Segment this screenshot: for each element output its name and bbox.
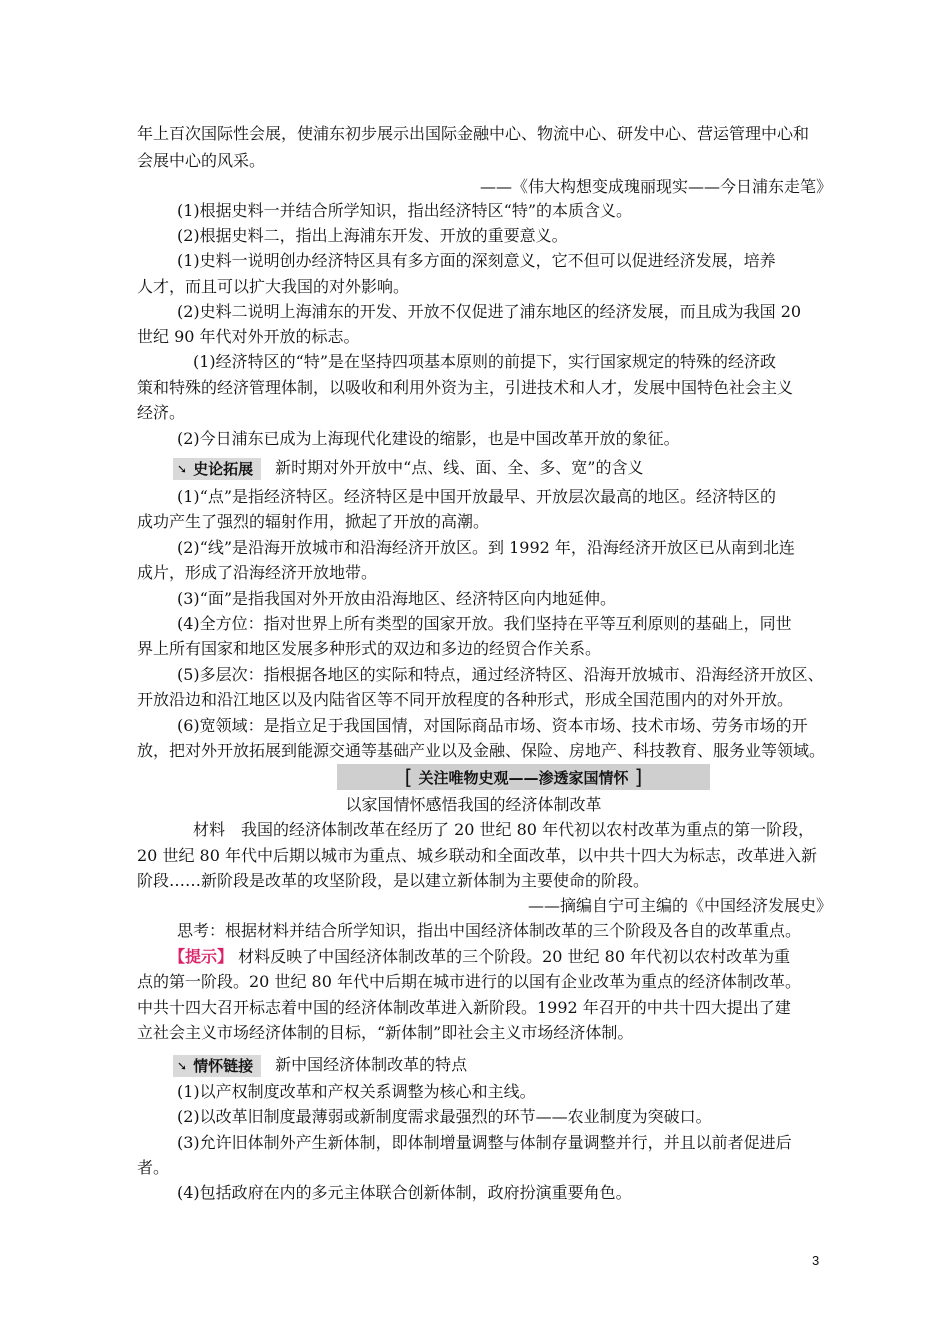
text-line: (6)宽领域：是指立足于我国国情，对国际商品市场、资本市场、技术市场、劳务市场的开: [177, 716, 808, 735]
arrow-icon: ➘: [177, 1059, 188, 1073]
answer-line: (1)史料一说明创办经济特区具有多方面的深刻意义，它不但可以促进经济发展，培养: [177, 251, 776, 270]
text-line: 会展中心的风采。: [137, 151, 266, 170]
banner-title: 关注唯物史观——渗透家国情怀: [418, 768, 629, 787]
source-citation: ——《伟大构想变成瑰丽现实——今日浦东走笔》: [479, 177, 832, 196]
hint-line: 立社会主义市场经济体制的目标，“新体制”即社会主义市场经济体制。: [137, 1023, 634, 1042]
text-line: (2)“线”是沿海开放城市和沿海经济开放区。到 1992 年，沿海经济开放区已从南到北连: [177, 538, 795, 557]
question-2: (2)根据史料二，指出上海浦东开发、开放的重要意义。: [177, 226, 568, 245]
hint-line: [169, 946, 790, 968]
hint-line: 中共十四大召开标志着中国的经济体制改革进入新阶段。1992 年召开的中共十四大提出了建: [137, 998, 791, 1017]
hint-text: 材料反映了中国经济体制改革的三个阶段。20 世纪 80 年代初以农村改革为重: [238, 947, 791, 966]
arrow-icon: ➘: [177, 462, 188, 476]
text-line: (1)以产权制度改革和产权关系调整为核心和主线。: [177, 1082, 536, 1101]
answer-line: 世纪 90 年代对外开放的标志。: [137, 327, 360, 346]
hint-line: 点的第一阶段。20 世纪 80 年代中后期在城市进行的以国有企业改革为重点的经济体制改革。: [137, 972, 801, 991]
material-line: 阶段……新阶段是改革的攻坚阶段，是以建立新体制为主要使命的阶段。: [137, 871, 650, 890]
banner-bracket: ]: [634, 765, 643, 789]
section-banner: [337, 764, 710, 790]
think-question: 思考：根据材料并结合所学知识，指出中国经济体制改革的三个阶段及各自的改革重点。: [177, 921, 802, 940]
answer-line: 策和特殊的经济管理体制，以吸收和利用外资为主，引进技术和人才，发展中国特色社会主义: [137, 378, 794, 397]
section-tag-label: 情怀链接: [193, 1057, 254, 1075]
text-line: 者。: [137, 1158, 170, 1177]
text-line: (5)多层次：指根据各地区的实际和特点，通过经济特区、沿海开放城市、沿海经济开放区、: [177, 665, 824, 684]
page-number: 3: [812, 1253, 820, 1268]
text-line: 开放沿边和沿江地区以及内陆省区等不同开放程度的各种形式，形成全国范围内的对外开放。: [137, 690, 794, 709]
material-title: 以家国情怀感悟我国的经济体制改革: [345, 795, 602, 814]
answer-line: 经济。: [137, 403, 186, 422]
material-line: 20 世纪 80 年代中后期以城市为重点、城乡联动和全面改革，以中共十四大为标志，改革进入新: [137, 846, 817, 865]
text-line: (4)包括政府在内的多元主体联合创新体制，政府扮演重要角色。: [177, 1183, 632, 1202]
source-citation: ——摘编自宁可主编的《中国经济发展史》: [527, 896, 832, 915]
section-title: 新时期对外开放中“点、线、面、全、多、宽”的含义: [275, 458, 644, 477]
text-line: 成片，形成了沿海经济开放地带。: [137, 563, 378, 582]
section-tag: [173, 458, 261, 480]
text-line: 年上百次国际性会展，使浦东初步展示出国际金融中心、物流中心、研发中心、营运管理中心和: [137, 124, 810, 143]
text-line: (3)允许旧体制外产生新体制，即体制增量调整与体制存量调整并行，并且以前者促进后: [177, 1133, 792, 1152]
section-tag: [173, 1055, 261, 1077]
text-line: (3)“面”是指我国对外开放由沿海地区、经济特区向内地延伸。: [177, 589, 617, 608]
section-heading-link: [173, 1054, 467, 1077]
answer-line: (2)史料二说明上海浦东的开发、开放不仅促进了浦东地区的经济发展，而且成为我国 20: [177, 302, 802, 321]
text-line: (2)以改革旧制度最薄弱或新制度需求最强烈的环节——农业制度为突破口。: [177, 1107, 712, 1126]
hint-label: 【提示】: [169, 947, 234, 966]
answer-line: (2)今日浦东已成为上海现代化建设的缩影，也是中国改革开放的象征。: [177, 429, 680, 448]
answer-line: (1)经济特区的“特”是在坚持四项基本原则的前提下，实行国家规定的特殊的经济政: [193, 352, 777, 371]
text-line: (4)全方位：指对世界上所有类型的国家开放。我们坚持在平等互利原则的基础上，同世: [177, 614, 792, 633]
section-title: 新中国经济体制改革的特点: [275, 1055, 468, 1074]
text-line: 成功产生了强烈的辐射作用，掀起了开放的高潮。: [137, 512, 490, 531]
material-line: 材料 我国的经济体制改革在经历了 20 世纪 80 年代初以农村改革为重点的第一阶段，: [193, 820, 815, 839]
text-line: 界上所有国家和地区发展多种形式的双边和多边的经贸合作关系。: [137, 639, 602, 658]
text-line: 放，把对外开放拓展到能源交通等基础产业以及金融、保险、房地产、科技教育、服务业等领域。: [137, 741, 826, 760]
text-line: (1)“点”是指经济特区。经济特区是中国开放最早、开放层次最高的地区。经济特区的: [177, 487, 777, 506]
answer-line: 人才，而且可以扩大我国的对外影响。: [137, 277, 410, 296]
banner-bracket: [: [404, 765, 413, 789]
section-heading-ext: [173, 457, 643, 480]
section-tag-label: 史论拓展: [193, 460, 254, 478]
question-1: (1)根据史料一并结合所学知识，指出经济特区“特”的本质含义。: [177, 201, 633, 220]
